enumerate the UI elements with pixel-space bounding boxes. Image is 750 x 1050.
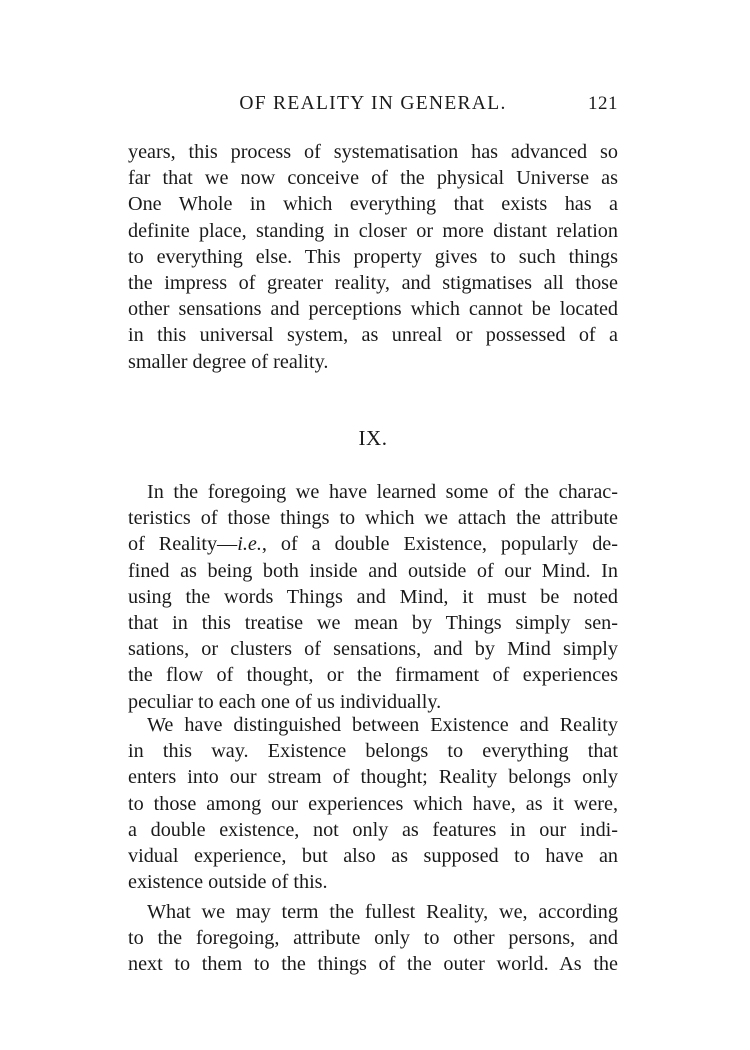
text-line: sations, or clusters of sensations, and by Mind simply xyxy=(128,638,618,661)
text-line: in this way. Existence belongs to everything that xyxy=(128,740,618,763)
text-line: definite place, standing in closer or more distant relation xyxy=(128,219,618,242)
text-line: years, this process of systematisation has advanced so xyxy=(128,141,618,163)
text-line: enters into our stream of thought; Reality belongs only xyxy=(128,766,618,789)
text-line: fined as being both inside and outside of our Mind. In xyxy=(128,559,618,582)
text-line: the impress of greater reality, and stigmatises all those xyxy=(128,271,618,294)
text-line: existence outside of this. xyxy=(128,871,328,894)
paragraph xyxy=(128,479,618,715)
text-line: peculiar to each one of us individually. xyxy=(128,690,442,713)
text-line: to everything else. This property gives to such things xyxy=(128,245,618,268)
italic-abbreviation: i.e. xyxy=(237,533,262,556)
text-line: next to them to the things of the outer world. As the xyxy=(128,953,618,976)
text-line: teristics of those things to which we attach the attribute xyxy=(128,507,618,530)
text-line: vidual experience, but also as supposed to have an xyxy=(128,844,618,867)
text-line: smaller degree of reality. xyxy=(128,350,329,373)
paragraph xyxy=(128,899,618,978)
running-head xyxy=(128,93,618,123)
text-line: the flow of thought, or the firmament of experiences xyxy=(128,664,618,687)
text-line: other sensations and perceptions which cannot be located xyxy=(128,298,618,321)
text-line: In the foregoing we have learned some of the charac- xyxy=(147,481,618,503)
text-line: What we may term the fullest Reality, we, according xyxy=(147,901,618,923)
paragraph-continuation xyxy=(128,139,618,375)
text-line xyxy=(128,531,618,557)
section-heading: IX. xyxy=(358,426,388,450)
text-line: that in this treatise we mean by Things simply sen- xyxy=(128,611,618,634)
text-segment: , of a double Existence, popularly de- xyxy=(261,533,618,556)
text-line: in this universal system, as unreal or possessed of a xyxy=(128,324,618,347)
text-line: to the foregoing, attribute only to other persons, and xyxy=(128,927,618,950)
text-segment: of Reality— xyxy=(128,533,238,556)
text-line: a double existence, not only as features in our indi- xyxy=(128,818,618,841)
running-title: OF REALITY IN GENERAL. xyxy=(239,93,507,114)
text-line: far that we now conceive of the physical Universe as xyxy=(128,167,618,190)
text-line: using the words Things and Mind, it must be noted xyxy=(128,585,618,608)
paragraph xyxy=(128,712,618,895)
text-line: We have distinguished between Existence and Reality xyxy=(147,714,618,736)
text-line: to those among our experiences which have, as it were, xyxy=(128,792,618,815)
page-number: 121 xyxy=(588,93,618,114)
text-line: One Whole in which everything that exists has a xyxy=(128,193,618,216)
